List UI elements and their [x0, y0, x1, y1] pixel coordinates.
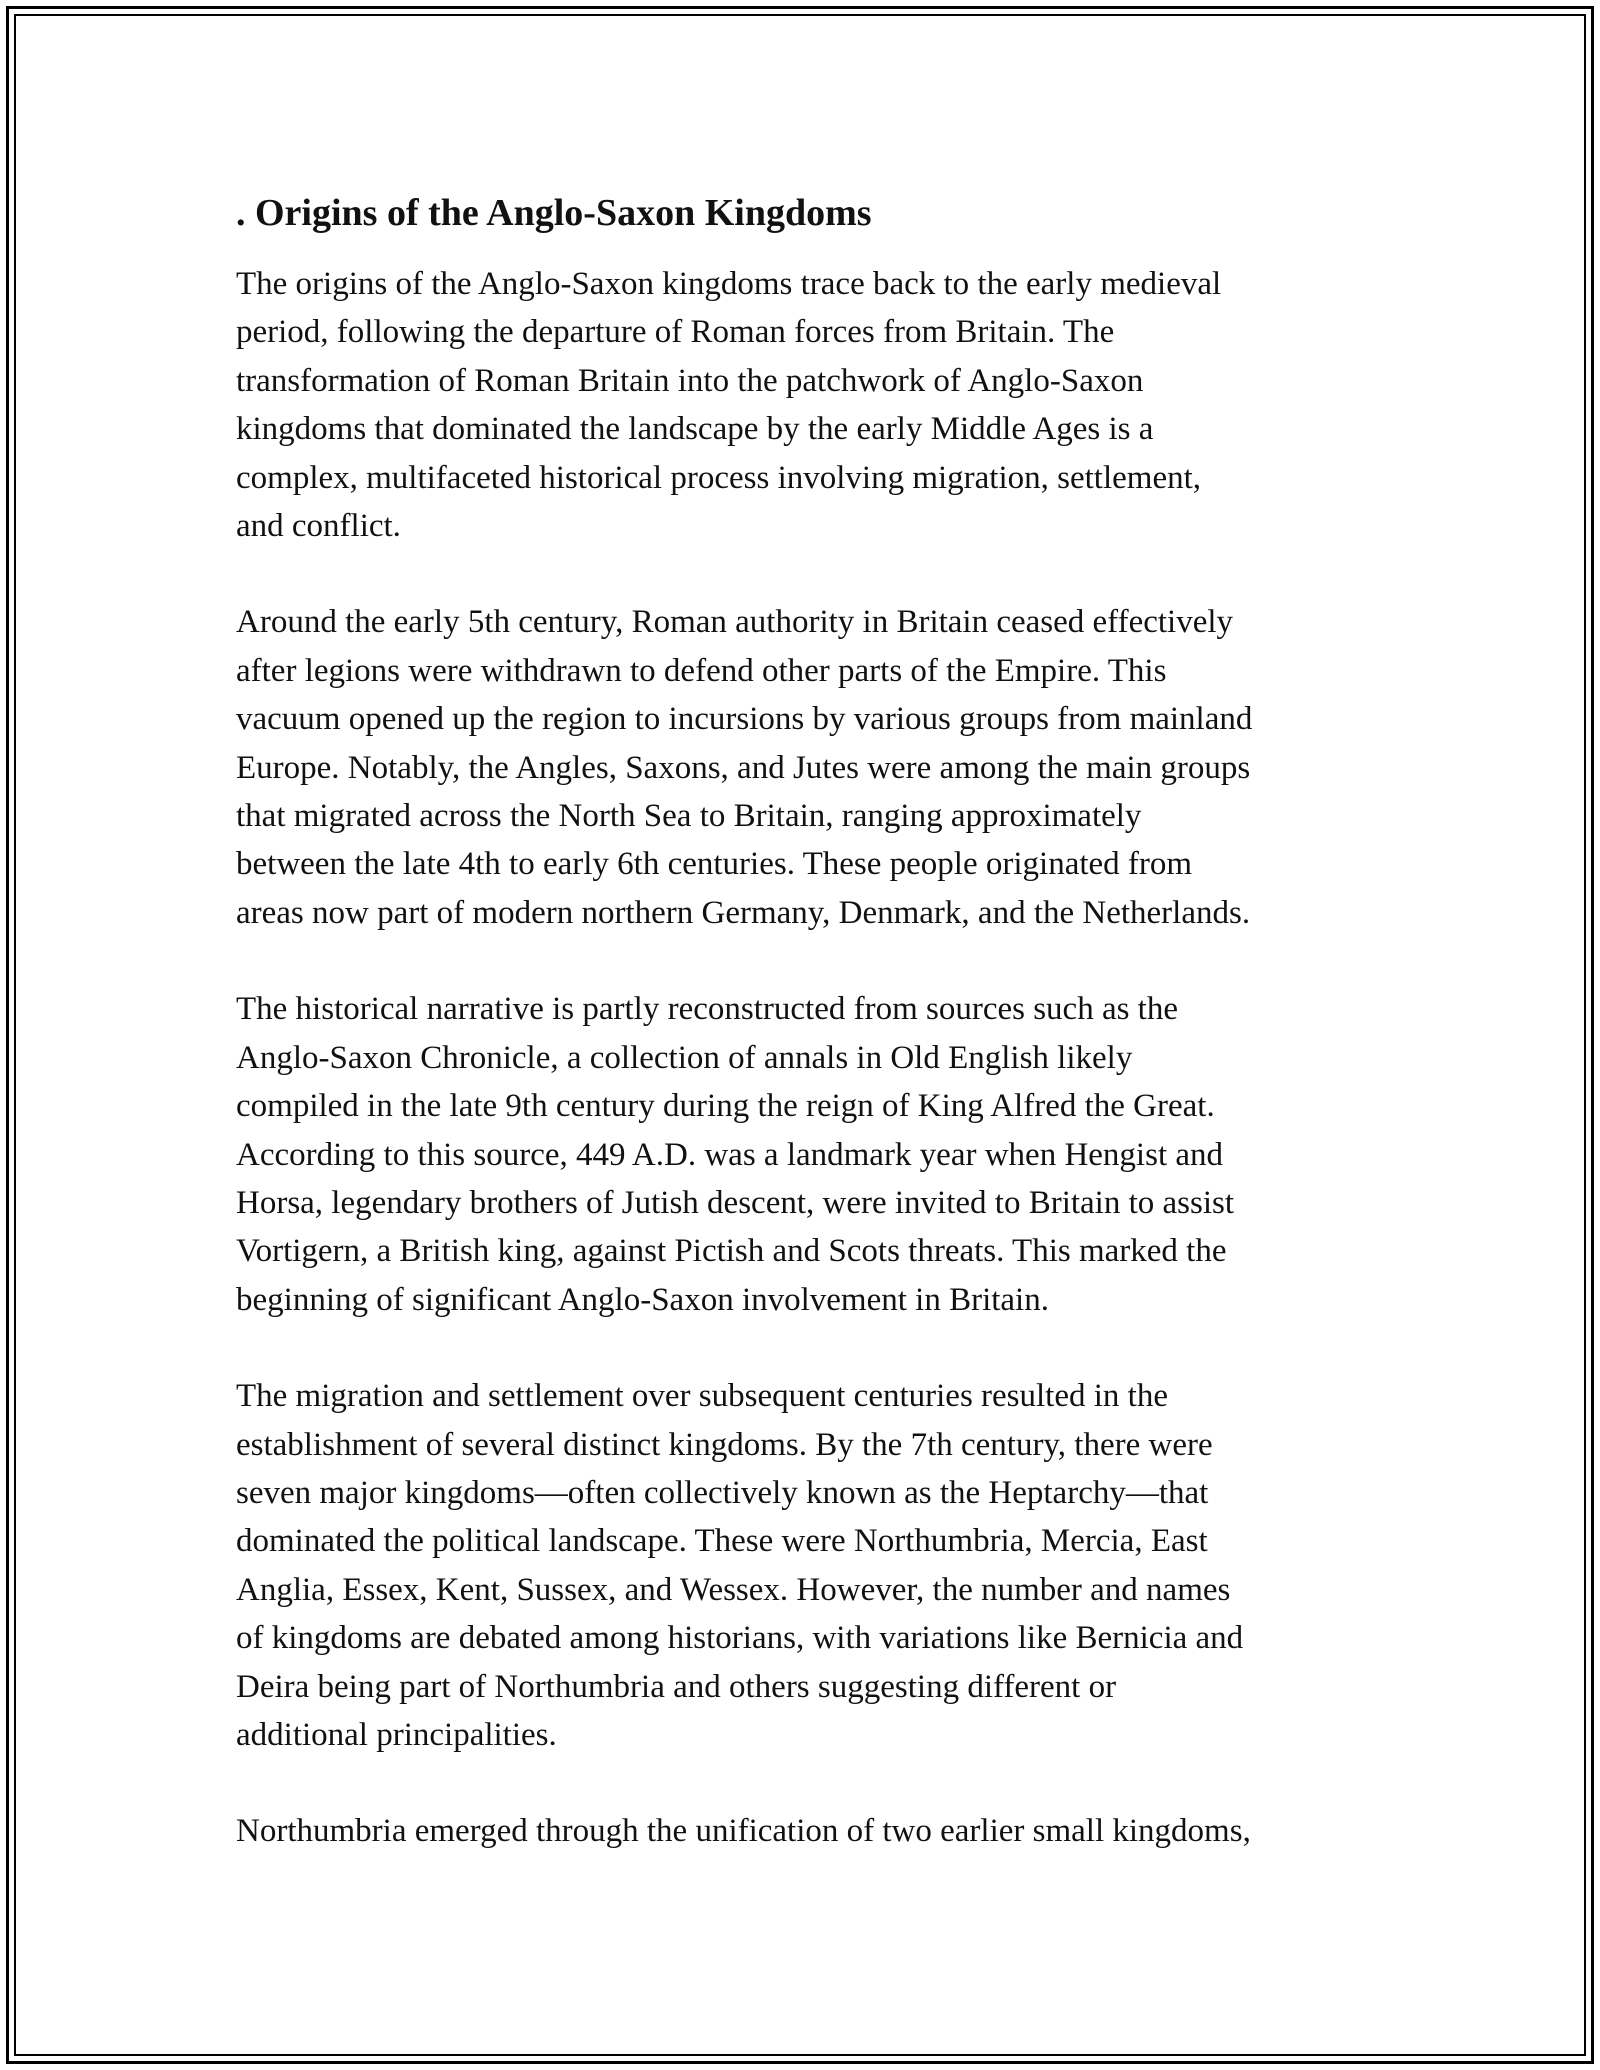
text-line: beginning of significant Anglo-Saxon involvement in Britain.: [236, 1281, 1049, 1318]
text-line: between the late 4th to early 6th centuries. These people originated from: [236, 846, 1193, 883]
text-line: The origins of the Anglo-Saxon kingdoms trace back to the early medieval: [236, 266, 1222, 302]
text-line: dominated the political landscape. These were Northumbria, Mercia, East: [236, 1523, 1208, 1560]
text-line: Anglia, Essex, Kent, Sussex, and Wessex. However, the number and names: [236, 1571, 1231, 1608]
text-line: that migrated across the North Sea to Britain, ranging approximately: [236, 798, 1142, 835]
text-line: The historical narrative is partly reconstructed from sources such as the: [236, 991, 1178, 1028]
paragraph: [236, 1372, 1396, 1759]
text-line: kingdoms that dominated the landscape by the early Middle Ages is a: [236, 411, 1154, 448]
text-line: areas now part of modern northern Germany, Denmark, and the Netherlands.: [236, 894, 1251, 931]
text-line: vacuum opened up the region to incursions by various groups from mainland: [236, 701, 1253, 738]
text-line: complex, multifaceted historical process involving migration, settlement,: [236, 459, 1202, 496]
text-line: Around the early 5th century, Roman authority in Britain ceased effectively: [236, 604, 1234, 641]
text-line: compiled in the late 9th century during the reign of King Alfred the Great.: [236, 1088, 1215, 1125]
text-line: Anglo-Saxon Chronicle, a collection of annals in Old English likely: [236, 1039, 1133, 1076]
text-line: and conflict.: [236, 508, 401, 545]
text-line: Northumbria emerged through the unification of two earlier small kingdoms,: [236, 1813, 1251, 1850]
text-line: additional principalities.: [236, 1716, 557, 1753]
text-line: Europe. Notably, the Angles, Saxons, and Jutes were among the main groups: [236, 749, 1251, 786]
text-line: after legions were withdrawn to defend other parts of the Empire. This: [236, 652, 1167, 689]
text-line: seven major kingdoms—often collectively known as the Heptarchy—that: [236, 1474, 1209, 1511]
paragraph: [236, 985, 1396, 1324]
text-line: The migration and settlement over subsequent centuries resulted in the: [236, 1378, 1168, 1415]
document-body: [236, 188, 1396, 1904]
text-line: Deira being part of Northumbria and others suggesting different or: [236, 1668, 1117, 1705]
paragraph: [236, 598, 1396, 937]
section-heading: . Origins of the Anglo-Saxon Kingdoms: [236, 192, 872, 234]
paragraph: [236, 1807, 1396, 1855]
text-line: of kingdoms are debated among historians, with variations like Bernicia and: [236, 1620, 1244, 1657]
paragraph: [236, 260, 1396, 550]
text-line: establishment of several distinct kingdoms. By the 7th century, there were: [236, 1426, 1213, 1463]
text-line: Vortigern, a British king, against Pictish and Scots threats. This marked the: [236, 1233, 1227, 1270]
text-line: period, following the departure of Roman forces from Britain. The: [236, 314, 1115, 351]
paragraph-list: [236, 260, 1396, 1856]
text-line: According to this source, 449 A.D. was a landmark year when Hengist and: [236, 1136, 1224, 1173]
text-line: transformation of Roman Britain into the patchwork of Anglo-Saxon: [236, 362, 1144, 399]
text-line: Horsa, legendary brothers of Jutish descent, were invited to Britain to assist: [236, 1184, 1235, 1221]
